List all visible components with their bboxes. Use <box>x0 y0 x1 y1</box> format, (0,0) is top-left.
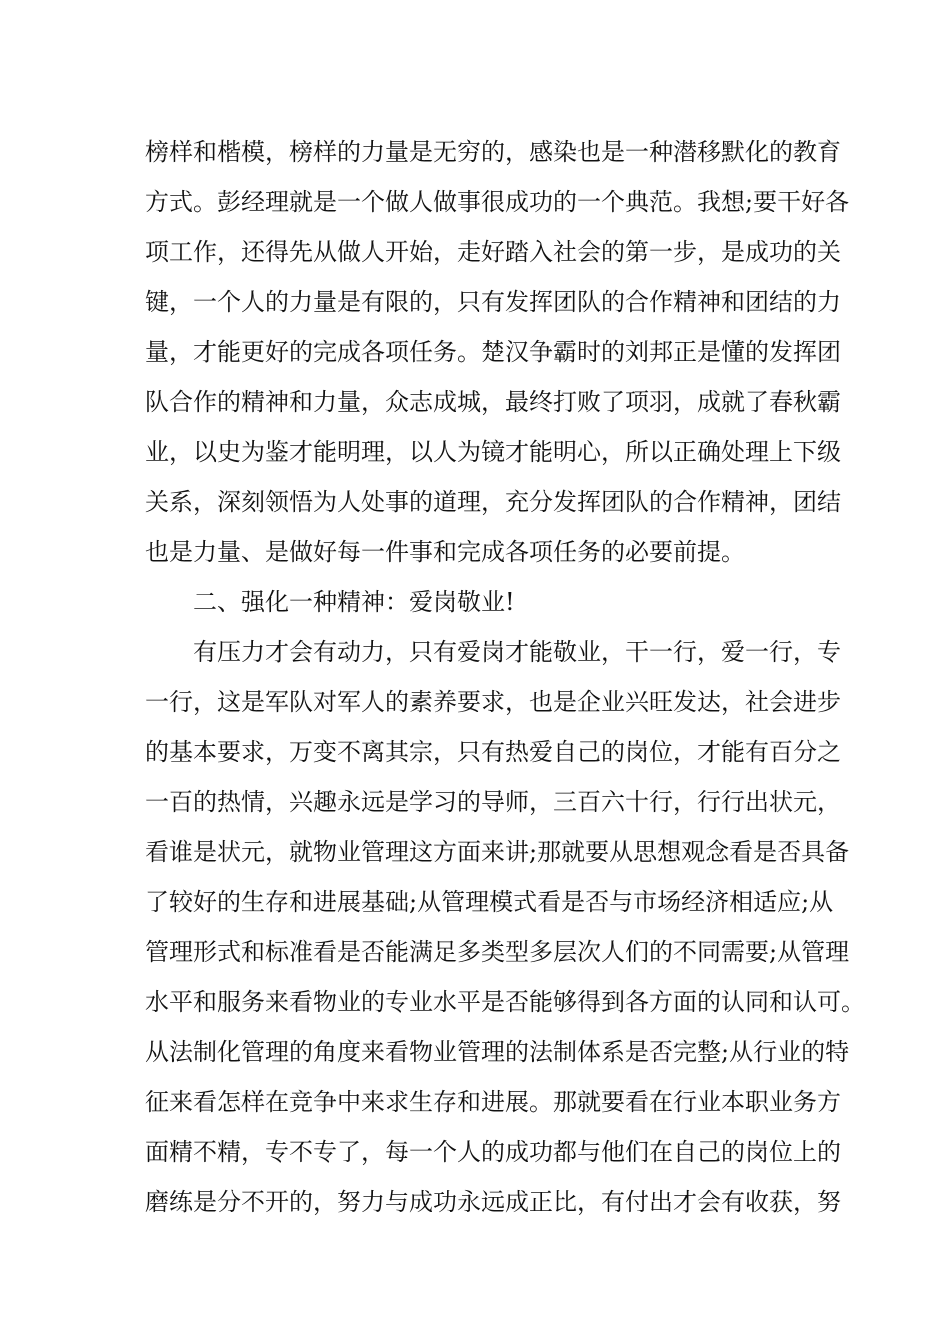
text-line-7: 业，以史为鉴才能明理，以人为镜才能明心，所以正确处理上下级 <box>145 438 841 466</box>
text-line-18: 水平和服务来看物业的专业水平是否能够得到各方面的认同和认可。 <box>145 988 865 1016</box>
text-line-8: 关系，深刻领悟为人处事的道理，充分发挥团队的合作精神，团结 <box>145 488 841 516</box>
text-line-21: 面精不精，专不专了，每一个人的成功都与他们在自己的岗位上的 <box>145 1138 841 1166</box>
text-line-17: 管理形式和标准看是否能满足多类型多层次人们的不同需要;从管理 <box>145 938 850 966</box>
text-line-9: 也是力量、是做好每一件事和完成各项任务的必要前提。 <box>145 538 745 566</box>
text-line-11: 有压力才会有动力，只有爱岗才能敬业，干一行，爱一行，专 <box>193 638 841 666</box>
text-line-14: 一百的热情，兴趣永远是学习的导师，三百六十行，行行出状元， <box>145 788 841 816</box>
text-line-13: 的基本要求，万变不离其宗，只有热爱自己的岗位，才能有百分之 <box>145 738 841 766</box>
text-line-1: 榜样和楷模，榜样的力量是无穷的，感染也是一种潜移默化的教育 <box>145 138 841 166</box>
section-heading: 二、强化一种精神：爱岗敬业! <box>193 588 515 616</box>
text-line-5: 量，才能更好的完成各项任务。楚汉争霸时的刘邦正是懂的发挥团 <box>145 338 841 366</box>
text-line-2: 方式。彭经理就是一个做人做事很成功的一个典范。我想;要干好各 <box>145 188 850 216</box>
text-line-19: 从法制化管理的角度来看物业管理的法制体系是否完整;从行业的特 <box>145 1038 850 1066</box>
text-line-22: 磨练是分不开的，努力与成功永远成正比，有付出才会有收获，努 <box>145 1188 841 1216</box>
text-line-20: 征来看怎样在竞争中来求生存和进展。那就要看在行业本职业务方 <box>145 1088 841 1116</box>
text-line-3: 项工作，还得先从做人开始，走好踏入社会的第一步，是成功的关 <box>145 238 841 266</box>
text-line-12: 一行，这是军队对军人的素养要求，也是企业兴旺发达，社会进步 <box>145 688 841 716</box>
text-line-6: 队合作的精神和力量，众志成城，最终打败了项羽，成就了春秋霸 <box>145 388 841 416</box>
text-line-16: 了较好的生存和进展基础;从管理模式看是否与市场经济相适应;从 <box>145 888 834 916</box>
text-line-4: 键，一个人的力量是有限的，只有发挥团队的合作精神和团结的力 <box>145 288 841 316</box>
text-line-15: 看谁是状元，就物业管理这方面来讲;那就要从思想观念看是否具备 <box>145 838 850 866</box>
